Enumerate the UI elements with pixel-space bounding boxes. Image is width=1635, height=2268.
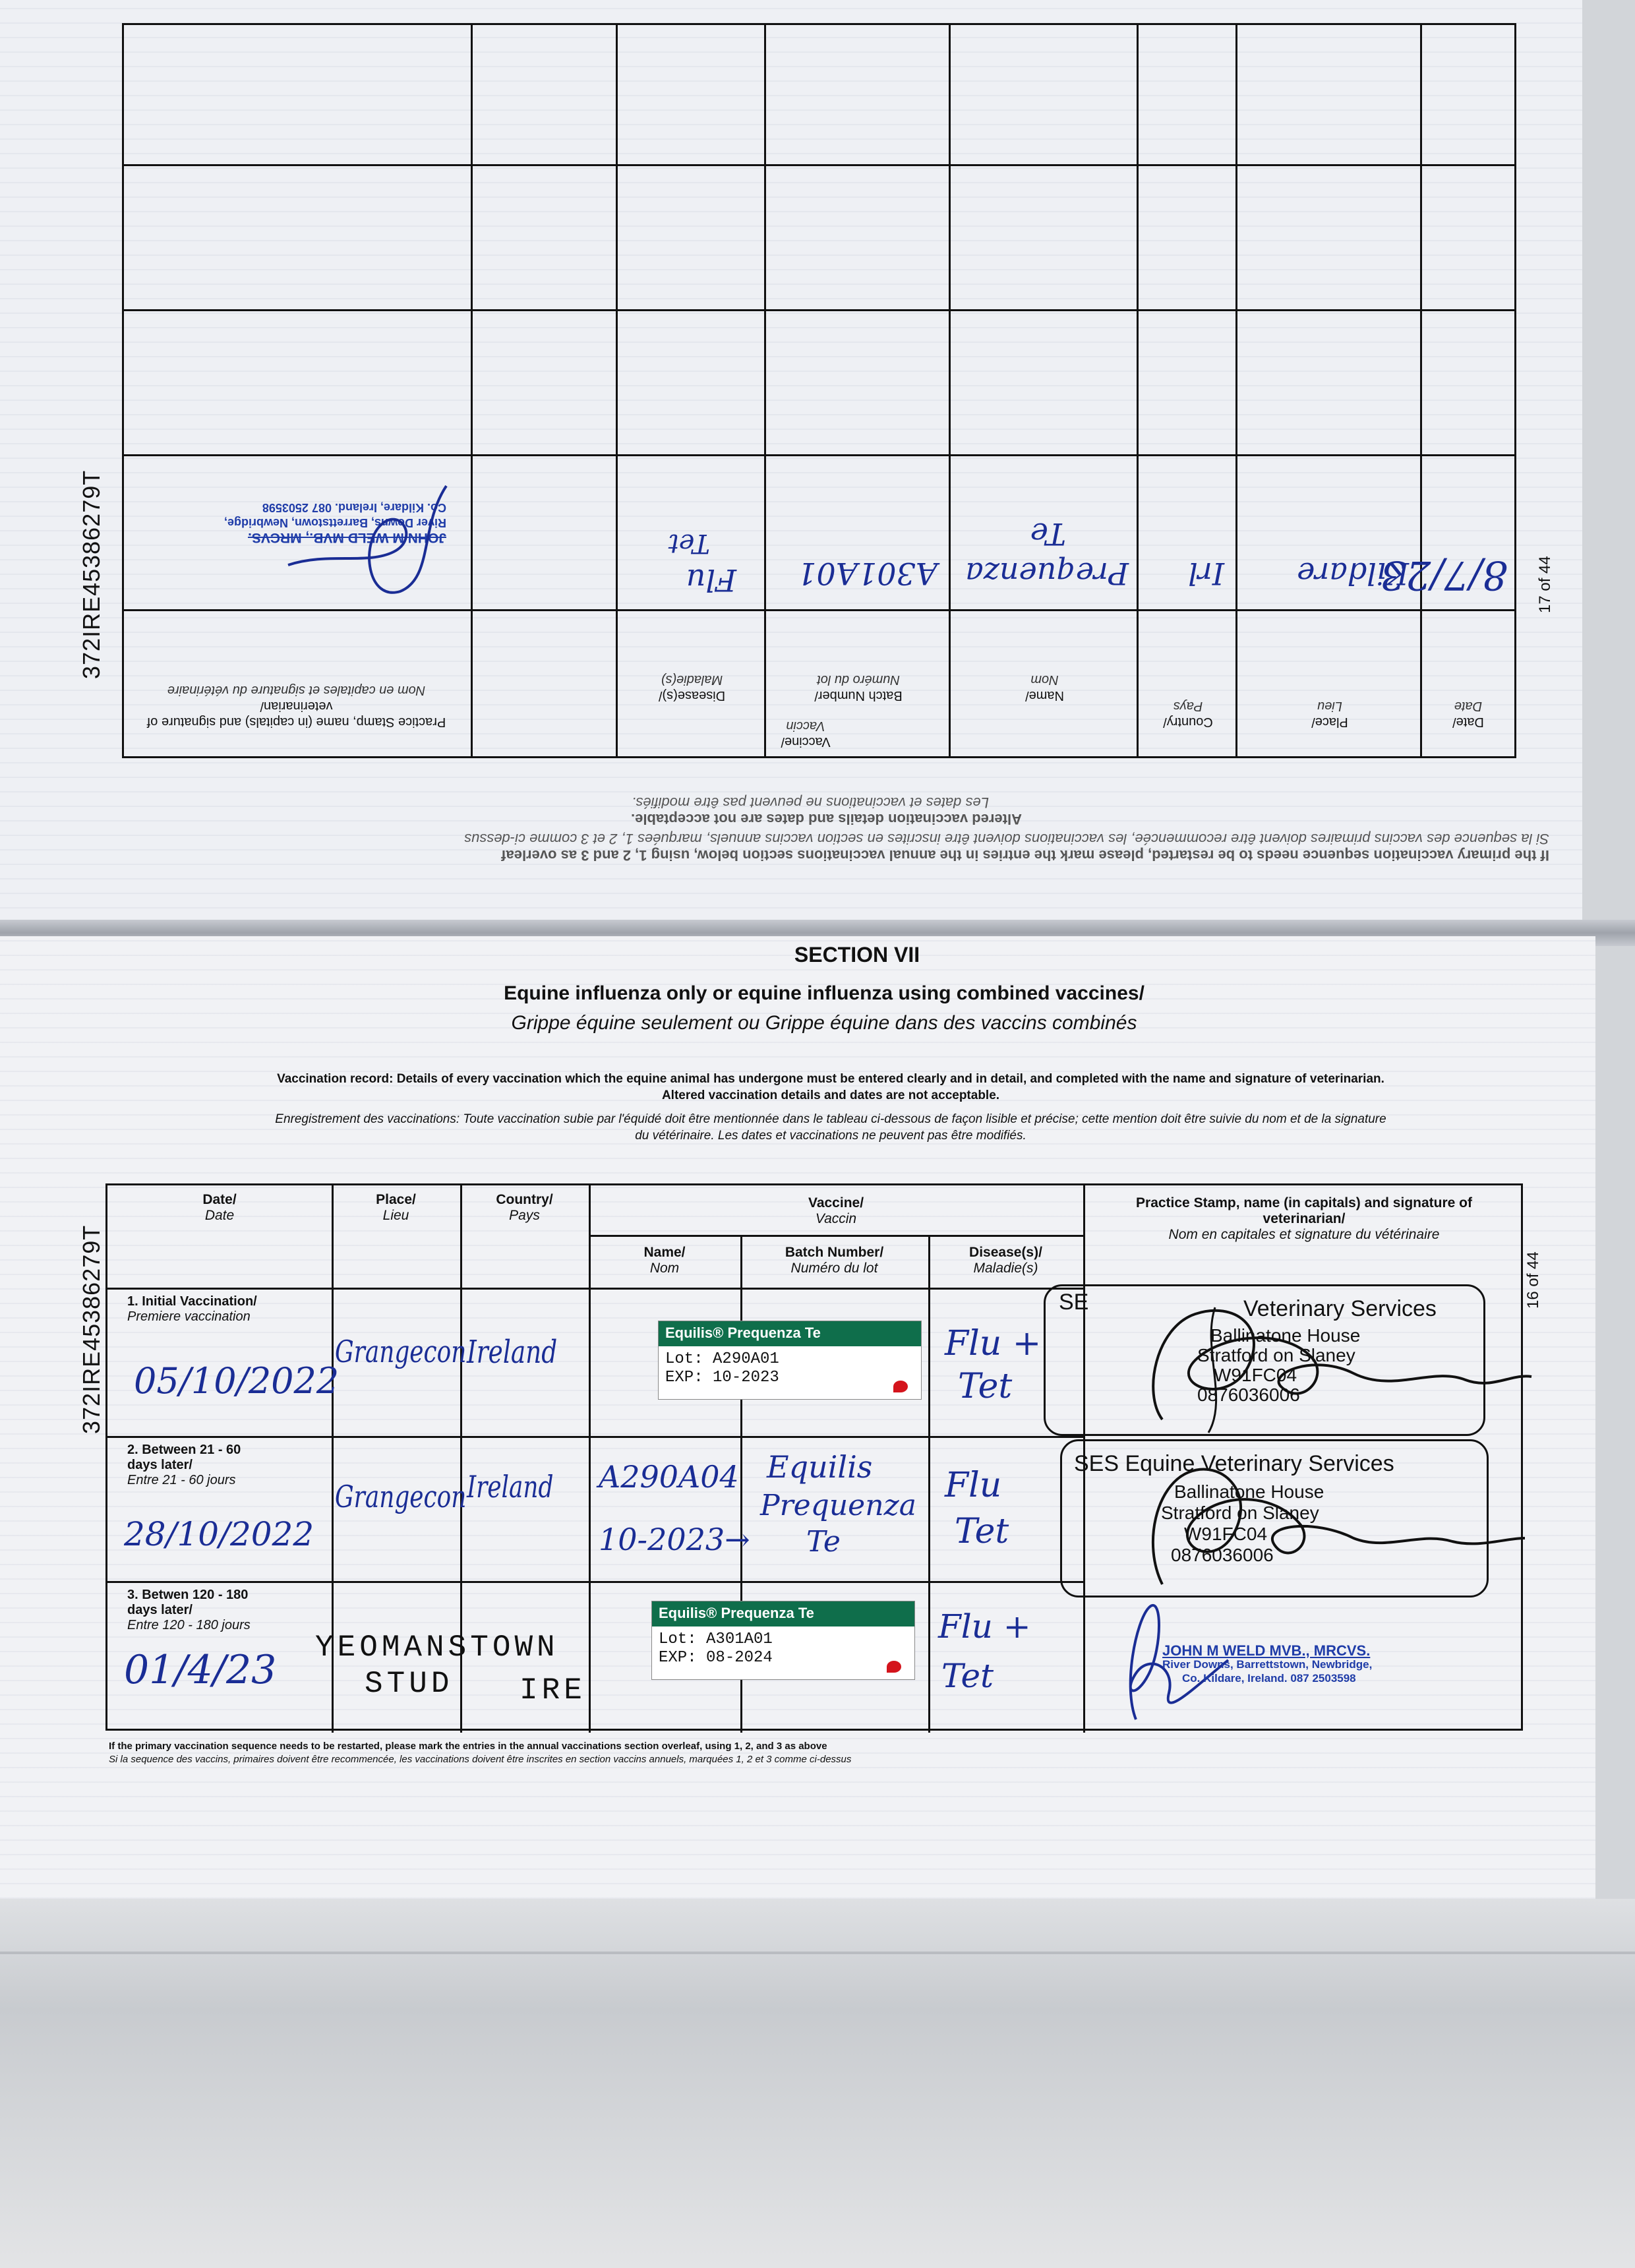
row-3-disease: Flu +	[938, 1607, 1031, 1646]
row-2-name: Equilis	[767, 1449, 873, 1485]
row-3-vaccine-label: Equilis® Prequenza Te Lot: A301A01 EXP: 08-2024	[651, 1601, 915, 1680]
row-1-disease: Flu +	[945, 1324, 1042, 1363]
row-1-vaccine-label: Equilis® Prequenza Te Lot: A290A01 EXP: 10-2023	[658, 1321, 922, 1400]
heading-fr: Grippe équine seulement ou Grippe équine dans des vaccins combinés	[511, 1012, 1137, 1034]
row-3-label: 3. Betwen 120 - 180 days later/ Entre 120 - 180 jours	[127, 1588, 251, 1632]
intro-fr: Enregistrement des vaccinations: Toute vaccination subie par l'équidé doit être mentionnée dans le tableau ci-dessous de façon lisible et précise; cette mention doit être suivie du nom et de la signature	[275, 1112, 1386, 1126]
signature-row-2	[1110, 1446, 1531, 1597]
row-2-disease-2: Tet	[955, 1512, 1009, 1551]
row-2-label: 2. Between 21 - 60 days later/ Entre 21 - 60 jours	[127, 1443, 241, 1487]
row-3-disease-2: Tet	[941, 1657, 994, 1695]
entry-name: Prequenza	[965, 556, 1129, 591]
hint-altered-fr: Les dates et vaccinations ne peuvent pas être modifiés.	[632, 794, 989, 811]
page-number-16: 16 of 44	[1524, 1251, 1542, 1309]
page-edge	[0, 1952, 1635, 1954]
header-practice: Practice Stamp, name (in capitals) and signature of veterinarian/ Nom en capitales et signature du vétérinaire	[1136, 1195, 1472, 1242]
row-2-batch-exp: 10-2023→	[599, 1522, 750, 1557]
vaccination-table-top: Date/ Date Place/ Lieu Country/ Pays Vaccine/ Vaccin Name/ Nom Batch Number/ Numéro du lot Disease(s)/ Maladie(s) Practice Stamp, name (in capitals) and signature of veterinarian/ Nom en capitales et signature du vétérinaire 8/7/23 Kildare Irl Prequenza Te A301A01 Flu Tet JOHN M WELD MVB., MRCVS. River Downs, Barrettstown, Newbridge, Co. Kildare, Ireland. 087 2503598	[122, 23, 1516, 758]
entry-disease-2: Tet	[668, 528, 710, 558]
vet-stamp-weld: JOHN M WELD MVB., MRCVS. River Downs, Barrettstown, Newbridge, Co. Kildare, Ireland. 087 2503598	[1162, 1642, 1373, 1685]
row-3-date: 01/4/23	[124, 1647, 277, 1693]
header-batch: Batch Number/ Numéro du lot	[785, 1245, 884, 1276]
header-date: Date/ Date	[202, 1192, 237, 1223]
row-1-date: 05/10/2022	[134, 1360, 340, 1402]
entry-date: 8/7/23	[1380, 552, 1508, 598]
page-17	[0, 0, 1582, 923]
page-number: 17 of 44	[1536, 556, 1554, 613]
footnote-fr: Si la sequence des vaccins, primaires doivent être recommencée, les vaccinations doivent être inscrites en section vaccins annuels, marquées 1, 2 et 3 comme ci-dessus	[109, 1754, 852, 1765]
entry-name-2: Te	[1030, 516, 1066, 552]
vet-stamp-ses-2: SES Equine Veterinary Services Ballinatone House Stratford on Slaney W91FC04 0876036006	[1060, 1439, 1489, 1597]
vet-stamp-ses-1: SE Veterinary Services Ballinatone House Stratford on Slaney W91FC04 0876036006	[1044, 1284, 1485, 1436]
row-2-place: Grangecon	[335, 1479, 467, 1514]
row-2-date: 28/10/2022	[124, 1515, 314, 1553]
row-1-label: 1. Initial Vaccination/ Premiere vaccination	[127, 1294, 257, 1324]
row-2-name-3: Te	[806, 1525, 841, 1559]
row-3-place-stamp-2: STUD	[365, 1667, 454, 1701]
row-2-name-2: Prequenza	[760, 1489, 916, 1522]
row-1-place: Grangecon	[335, 1334, 467, 1369]
row-3-country-stamp: IRE	[520, 1673, 586, 1708]
row-1-country: Ireland	[467, 1334, 558, 1371]
hint-altered: Altered vaccination details and dates are not acceptable.	[631, 811, 1022, 827]
header-disease: Disease(s)/ Maladie(s)	[969, 1245, 1042, 1276]
vet-stamp-weld-top: JOHN M WELD MVB., MRCVS. River Downs, Barrettstown, Newbridge, Co. Kildare, Ireland. 087 2503598	[223, 501, 446, 545]
entry-place: Kildare	[1297, 556, 1409, 591]
entry-disease: Flu	[686, 562, 736, 598]
intro-en-2: Altered vaccination details and dates are not acceptable.	[661, 1089, 1000, 1102]
row-2-country: Ireland	[467, 1469, 554, 1505]
section-title: SECTION VII	[794, 943, 920, 967]
signature-top	[275, 473, 460, 605]
header-place: Place/ Lieu	[376, 1192, 416, 1223]
entry-batch: A301A01	[797, 556, 937, 591]
vaccination-table	[105, 1183, 1523, 1731]
header-country: Country/ Pays	[496, 1192, 553, 1223]
row-1-disease-2: Tet	[958, 1367, 1013, 1406]
header-vaccine: Vaccine/ Vaccin	[808, 1195, 864, 1226]
horse-id-vertical-2: 372IRE45386279T	[78, 1224, 105, 1434]
signature-row-1	[1116, 1288, 1538, 1439]
hint-restart-fr: Si la sequence des vaccins primaires doivent être recommencée, les vaccinations doivent être inscrites en section vaccins annuels, marquées 1, 2 et 3 comme ci-dessus	[464, 831, 1549, 847]
footnote-en: If the primary vaccination sequence needs to be restarted, please mark the entries in the annual vaccinations section overleaf, using 1, 2, and 3 as above	[109, 1741, 827, 1752]
header-name: Name/ Nom	[643, 1245, 686, 1276]
intro-en: Vaccination record: Details of every vaccination which the equine animal has undergone must be entered clearly and in detail, and completed with the name and signature of veterinarian.	[277, 1072, 1384, 1086]
scanner-background	[0, 1899, 1635, 2268]
hint-restart: If the primary vaccination sequence needs to be restarted, please mark the entries in the annual vaccinations section below, using 1, 2 and 3 as overleaf	[501, 847, 1549, 864]
heading-en: Equine influenza only or equine influenza using combined vaccines/	[504, 982, 1144, 1004]
entry-country: Irl	[1188, 556, 1224, 591]
page-17-inverted-content	[0, 0, 1582, 923]
row-2-disease: Flu	[945, 1466, 1002, 1505]
row-3-place-stamp: YEOMANSTOWN	[315, 1630, 559, 1665]
intro-fr-2: du vétérinaire. Les dates et vaccinations ne peuvent pas être modifiés.	[635, 1129, 1026, 1143]
row-2-batch: A290A04	[599, 1459, 739, 1495]
horse-id-vertical: 372IRE45386279T	[78, 469, 105, 679]
